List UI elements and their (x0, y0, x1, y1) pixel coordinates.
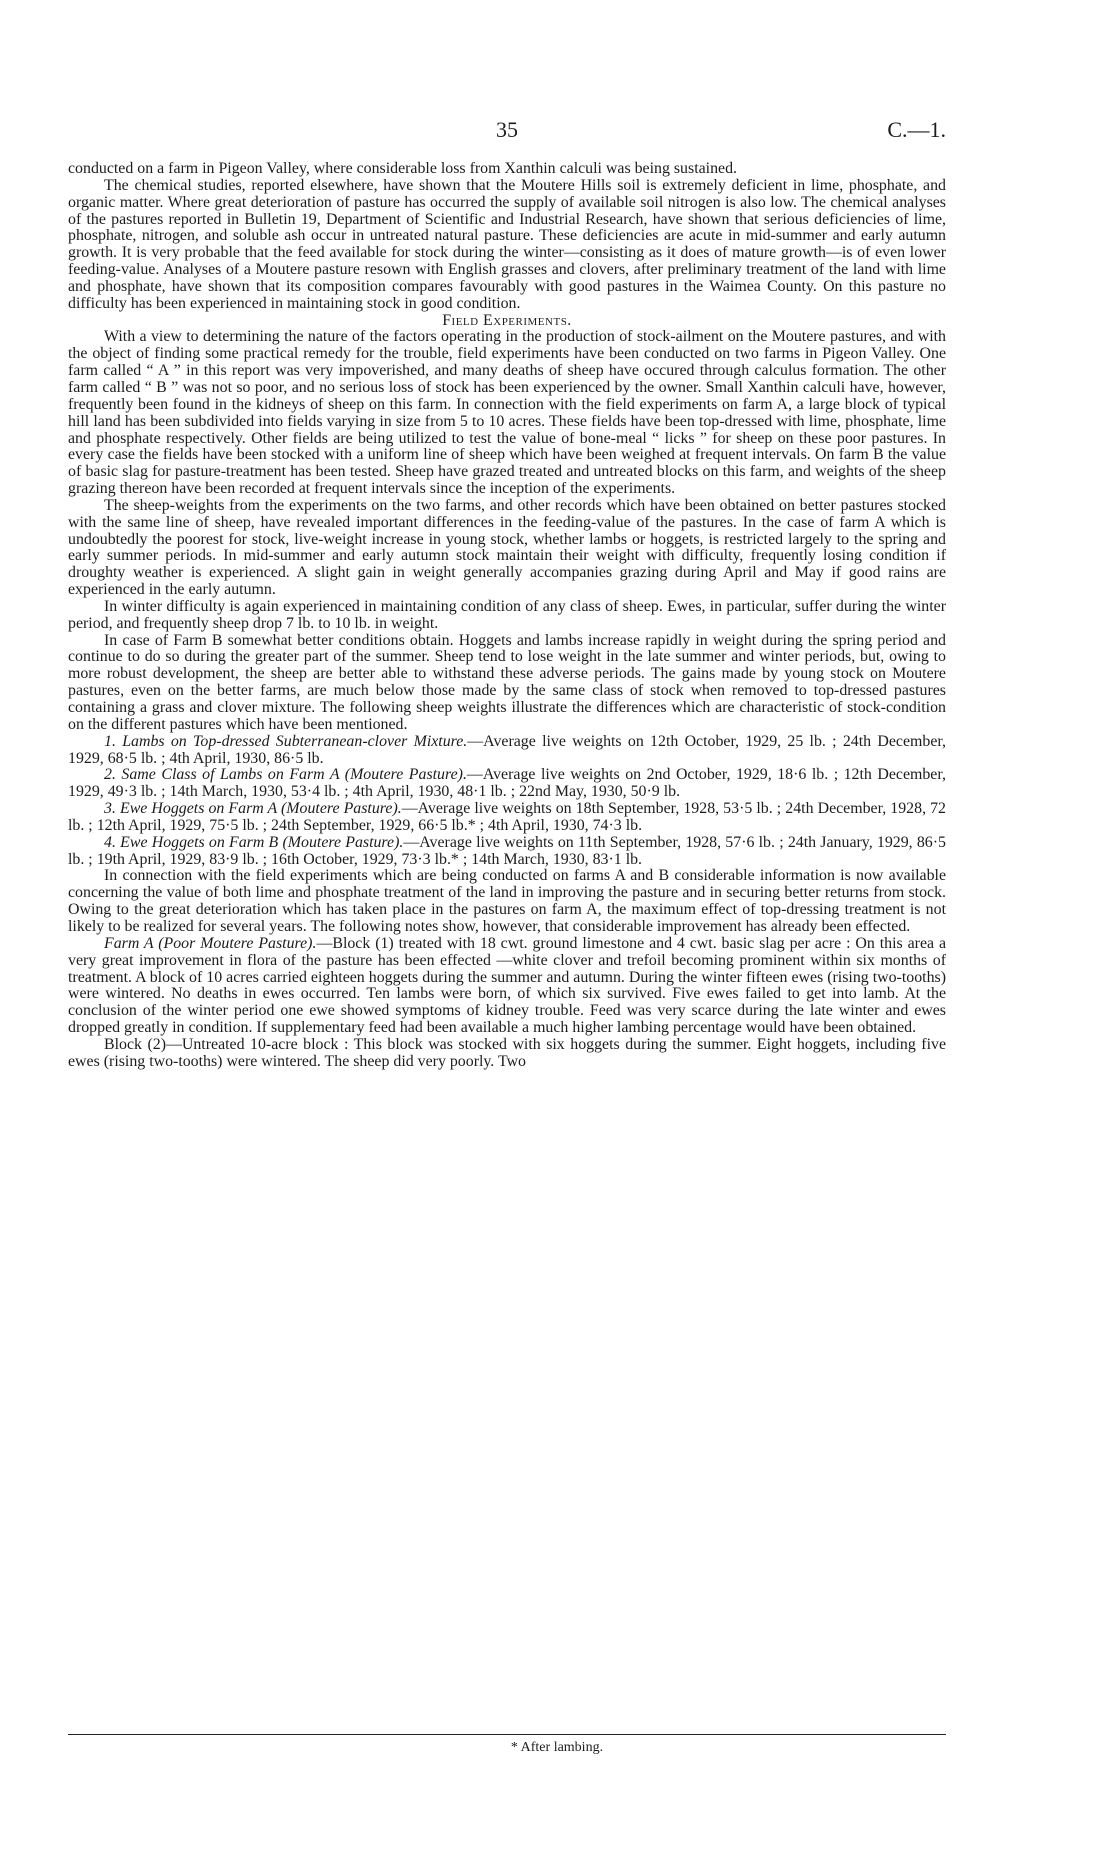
paragraph-sheep-weights: The sheep-weights from the experiments on the two farms, and other records which have been obtained on better pastures stocked with the same line of sheep, have revealed important differences in the feeding-value of the pastures. In the case of farm A which is undoubtedly the poorest for stock, live-weight increase in young stock, whether lambs or hoggets, is restricted largely to the spring and early summer periods. In mid-summer and early autumn stock maintain their weight with difficulty, frequently losing condition if droughty weather is experienced. A slight gain in weight generally accompanies grazing during April and May if good rains are experienced in the early autumn. (68, 496, 946, 599)
paragraph-block-2: Block (2)—Untreated 10-acre block : This block was stocked with six hoggets during the summer. Eight hoggets, including five ewes (rising two-tooths) were wintered. The sheep did very poorly. Two (68, 1035, 946, 1070)
farm-a-text: —Block (1) treated with 18 cwt. ground limestone and 4 cwt. basic slag per acre : On this area a very great improvement in flora of the pasture has been effected —white clover and trefoil becoming prominent within six months of treatment. A block of 10 acres carried eighteen hoggets during the summer and autumn. During the winter fifteen ewes (rising two-tooths) were wintered. No deaths in ewes occurred. Ten lambs were born, of which six survived. Five ewes failed to get into lamb. At the conclusion of the winter period one ewe showed symptoms of kidney trouble. Feed was very scarce during the late winter and ewes dropped greatly in condition. If supplementary feed had been available a much higher lambing percentage would have been obtained. (68, 934, 946, 1037)
document-reference: C.—1. (887, 117, 946, 142)
body-text (68, 161, 946, 1071)
farm-a-title: Farm A (Poor Moutere Pasture). (104, 934, 317, 952)
paragraph-top-dressing: In connection with the field experiments which are being conducted on farms A and B considerable information is now available concerning the value of both lime and phosphate treatment of the land in improving the pasture and in securing better returns from stock. Owing to the great deterioration which has taken place in the pastures on farm A, the maximum effect of top-dressing treatment is not likely to be realized for several years. The following notes show, however, that considerable improvement has already been effected. (68, 867, 946, 935)
paragraph-continued: conducted on a farm in Pigeon Valley, where considerable loss from Xanthin calculi was being sustained. (68, 160, 737, 177)
list-item (68, 835, 946, 869)
list-item (68, 734, 946, 768)
footnote-divider (68, 1734, 946, 1735)
list-item (68, 767, 946, 801)
list-item-title: 2. Same Class of Lambs on Farm A (Moutere Pasture). (104, 766, 467, 784)
list-item (68, 801, 946, 835)
list-item-text: —Average live weights on 2nd October, 1929, 18·6 lb. ; 12th December, 1929, 49·3 lb. ; 14th March, 1930, 53·4 lb. ; 4th April, 1930, 48·1 lb. ; 22nd May, 1930, 50·9 lb. (68, 766, 946, 801)
list-item-text: —Average live weights on 11th September, 1928, 57·6 lb. ; 24th January, 1929, 86·5 lb. ; 19th April, 1929, 83·9 lb. ; 16th October, 1929, 73·3 lb.* ; 14th March, 1930, 83·1 lb. (68, 833, 946, 868)
list-item-title: 1. Lambs on Top-dressed Subterranean-clover Mixture. (104, 732, 468, 750)
page-header (68, 117, 946, 147)
list-item-title: 3. Ewe Hoggets on Farm A (Moutere Pasture). (104, 800, 402, 818)
list-item-text: —Average live weights on 12th October, 1929, 25 lb. ; 24th December, 1929, 68·5 lb. ; 4th April, 1930, 86·5 lb. (68, 732, 946, 767)
list-item-title: 4. Ewe Hoggets on Farm B (Moutere Pasture). (104, 833, 404, 851)
paragraph-farm-b: In case of Farm B somewhat better conditions obtain. Hoggets and lambs increase rapidly in weight during the spring period and continue to do so during the greater part of the summer. Sheep tend to lose weight in the late summer and winter periods, but, owing to more robust development, the sheep are better able to withstand these adverse periods. The gains made by young stock on Moutere pastures, even on the better farms, are much below those made by the same class of stock when removed to top-dressed pastures containing a grass and clover mixture. The following sheep weights illustrate the differences which are characteristic of stock-condition on the different pastures which have been mentioned. (68, 631, 946, 733)
footnote: * After lambing. (510, 1740, 604, 1755)
paragraph-field-experiments: With a view to determining the nature of the factors operating in the production of stock-ailment on the Moutere pastures, and with the object of finding some practical remedy for the trouble, field experiments have been conducted on two farms in Pigeon Valley. One farm called “ A ” in this report was very impoverished, and many deaths of sheep have occured through calculus formation. The other farm called “ B ” was not so poor, and no serious loss of stock has been experienced by the owner. Small Xanthin calculi have, however, frequently been found in the kidneys of sheep on this farm. In connection with the field experiments on farm A, a large block of typical hill land has been subdivided into fields varying in size from 5 to 10 acres. These fields have been top-dressed with lime, phosphate, lime and phosphate respectively. Other fields are being utilized to test the value of bone-meal “ licks ” for sheep on these poor pastures. In every case the fields have been stocked with a uniform line of sheep which have been weighed at frequent intervals. On farm B the value of basic slag for pasture-treatment has been tested. Sheep have grazed treated and untreated blocks on this farm, and weights of the sheep grazing thereon have been recorded at frequent intervals since the inception of the experiments. (68, 328, 946, 498)
paragraph-farm-a (68, 936, 946, 1037)
paragraph-winter-difficulty: In winter difficulty is again experienced in maintaining condition of any class of sheep. Ewes, in particular, suffer during the winter period, and frequently sheep drop 7 lb. to 10 lb. in weight. (68, 597, 946, 632)
page-number: 35 (496, 117, 518, 142)
paragraph-chemical-studies: The chemical studies, reported elsewhere, have shown that the Moutere Hills soil is extremely deficient in lime, phosphate, and organic matter. Where great deterioration of pasture has occurred the supply of available soil nitrogen is also low. The chemical analyses of the pastures reported in Bulletin 19, Department of Scientific and Industrial Research, have shown that serious deficiencies of lime, phosphate, nitrogen, and soluble ash occur in untreated natural pasture. These deficiencies are acute in mid-summer and early autumn growth. It is very probable that the feed available for stock during the winter—consisting as it does of mature growth—is of even lower feeding-value. Analyses of a Moutere pasture resown with English grasses and clovers, after preliminary treatment of the land with lime and phosphate, have shown that its composition compares favourably with good pastures in the Waimea County. On this pasture no difficulty has been experienced in maintaining stock in good condition. (68, 176, 946, 312)
list-item-text: —Average live weights on 18th September, 1928, 53·5 lb. ; 24th December, 1928, 72 lb. ; 12th April, 1929, 75·5 lb. ; 24th September, 1929, 66·5 lb.* ; 4th April, 1930, 74·3 lb. (68, 800, 946, 834)
section-heading-field-experiments: Field Experiments. (442, 311, 572, 329)
